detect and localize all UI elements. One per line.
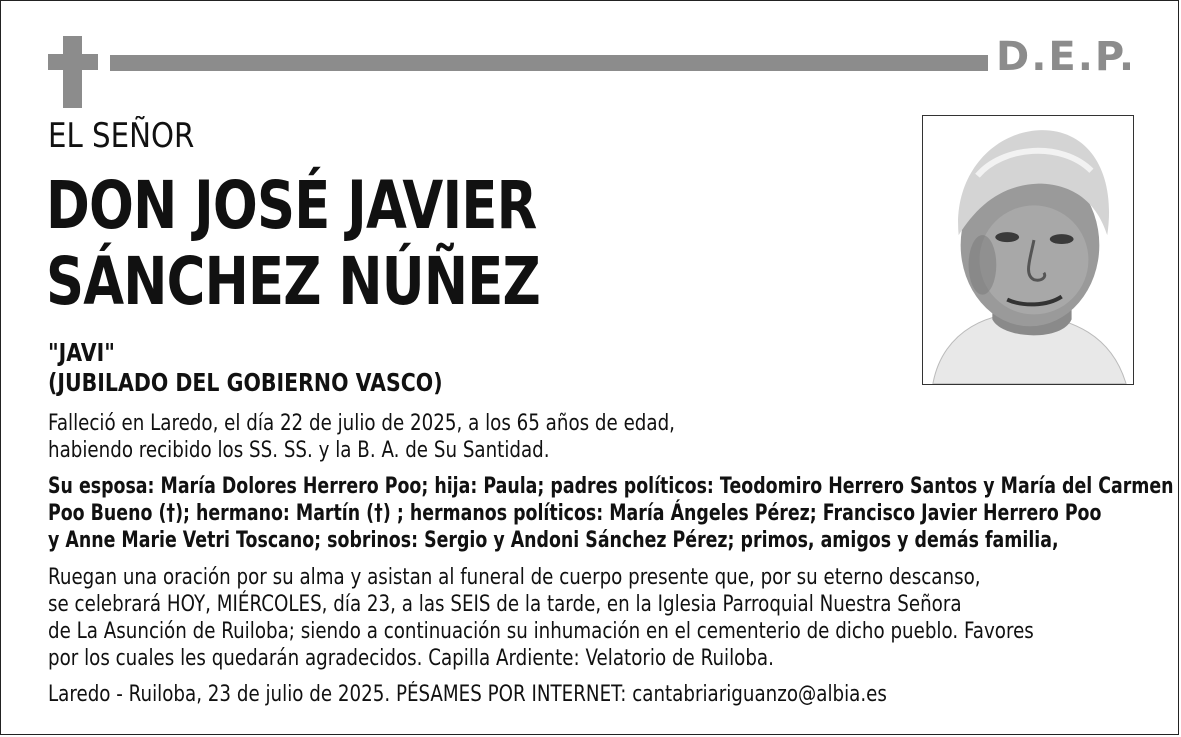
dep-label: D.E.P. bbox=[996, 34, 1137, 80]
family-line: Su esposa: María Dolores Herrero Poo; hija: Paula; padres políticos: Teodomiro Herrero Santos y María del Carmen bbox=[48, 474, 1174, 499]
name-line-1: DON JOSÉ JAVIER bbox=[46, 167, 537, 244]
footer-line: Laredo - Ruiloba, 23 de julio de 2025. PÉSAMES POR INTERNET: cantabriariguanzo@albia.es bbox=[48, 682, 887, 707]
nickname: "JAVI" bbox=[48, 338, 115, 367]
funeral-line: por los cuales les quedarán agradecidos. Capilla Ardiente: Velatorio de Ruiloba. bbox=[48, 646, 774, 671]
death-notice bbox=[48, 410, 675, 464]
funeral-line: Ruegan una oración por su alma y asistan al funeral de cuerpo presente que, por su eterno descanso, bbox=[48, 565, 981, 590]
funeral-line: de La Asunción de Ruiloba; siendo a continuación su inhumación en el cementerio de dicho pueblo. Favores bbox=[48, 619, 1034, 644]
deceased-photo bbox=[922, 115, 1134, 385]
header-rule bbox=[110, 55, 988, 71]
portrait-image bbox=[923, 116, 1133, 384]
family-list bbox=[48, 473, 1174, 554]
occupation: (JUBILADO DEL GOBIERNO VASCO) bbox=[48, 368, 443, 397]
pre-title: EL SEÑOR bbox=[48, 116, 195, 156]
funeral-line: se celebrará HOY, MIÉRCOLES, día 23, a las SEIS de la tarde, en la Iglesia Parroquial Nuestra Señora bbox=[48, 592, 962, 617]
funeral-info bbox=[48, 564, 1034, 672]
death-notice-line: Falleció en Laredo, el día 22 de julio de 2025, a los 65 años de edad, bbox=[48, 411, 675, 436]
death-notice-line: habiendo recibido los SS. SS. y la B. A. de Su Santidad. bbox=[48, 438, 550, 463]
name-line-2: SÁNCHEZ NÚÑEZ bbox=[46, 243, 540, 320]
deceased-name bbox=[46, 168, 540, 320]
family-line: Poo Bueno (†); hermano: Martín (†) ; hermanos políticos: María Ángeles Pérez; Francisco Javier Herrero Poo bbox=[48, 501, 1102, 526]
cross-icon bbox=[48, 36, 98, 108]
family-line: y Anne Marie Vetri Toscano; sobrinos: Sergio y Andoni Sánchez Pérez; primos, amigos y demás familia, bbox=[48, 528, 1059, 553]
